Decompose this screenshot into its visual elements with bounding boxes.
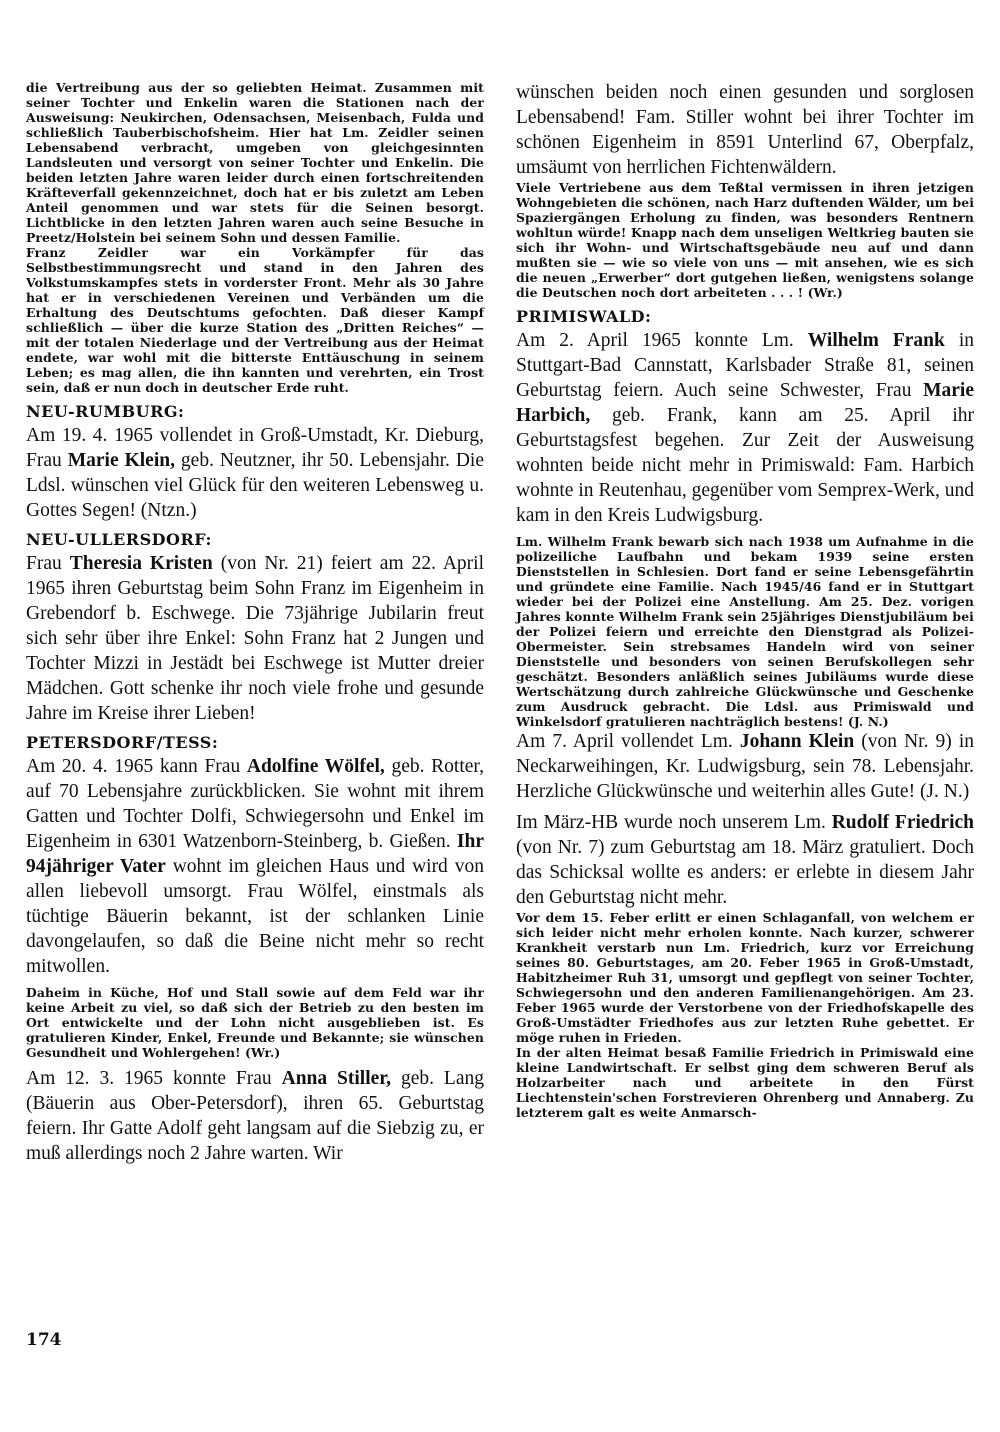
text-run: geb. Rotter, auf 70 Lebensjahre zurückblicken. Sie wohnt mit ihrem Gatten und Tochter Dolfi, Schwiegersohn und Enkel im Eigenheim in 6301 Watzenborn-Steinberg, b. Gießen. xyxy=(26,756,485,852)
text-run: in Stuttgart-Bad Cannstatt, Karlsbader Straße 81, seinen Geburtstag feiern. Auch seine Schwester, Frau xyxy=(516,330,975,401)
left-column xyxy=(26,80,484,1166)
person-name: Rudolf Friedrich xyxy=(831,812,974,833)
page-number: 174 xyxy=(26,1330,62,1350)
heading-neu-ullersdorf: NEU-ULLERSDORF: xyxy=(26,530,212,549)
text-run: Im März-HB wurde noch unserem Lm. xyxy=(516,812,832,833)
woelfel-entry xyxy=(26,754,484,979)
person-name: Johann Klein xyxy=(739,731,855,752)
klein-entry xyxy=(516,729,974,804)
woelfel-small-paragraph: Daheim in Küche, Hof und Stall sowie auf dem Feld war ihr keine Arbeit zu viel, so daß sich der Betrieb zu den besten im Ort entwickelte und der Lohn nicht ausgeblieben ist. Es gratulieren Kinder, Enkel, Freunde und Bekannte; sie wünschen Gesundheit und Wohlergehen! (Wr.) xyxy=(26,985,484,1060)
zeidler-paragraph-1: die Vertreibung aus der so geliebten Heimat. Zusammen mit seiner Tochter und Enkelin waren die Stationen nach der Ausweisung: Neukirchen, Odensachsen, Meisenbach, Fulda und schließlich Tauberbischofsheim. Hier hat Lm. Zeidler seinen Lebensabend verbracht, umgeben von gleichgesinnten Landsleuten und versorgt von seiner Tochter und Enkelin. Die beiden letzten Jahre waren leider durch einen fortschreitenden Kräfteverfall gekennzeichnet, doch hat er bis zuletzt am Leben Anteil genommen und war stets für die Seinen besorgt. Lichtblicke in den letzten Jahren waren auch seine Besuche in Preetz/Holstein bei seinem Sohn und dessen Familie. xyxy=(26,80,484,245)
friedrich-small-paragraph-2: In der alten Heimat besaß Familie Friedrich in Primiswald eine kleine Landwirtschaft. Er selbst ging dem schweren Beruf als Holzarbeiter nach und arbeitete in den Fürst Liechtenstein'schen Forstrevieren Ohrenberg und Annaberg. Zu letzterem galt es weite Anmarsch- xyxy=(516,1045,974,1120)
zeidler-paragraph-2: Franz Zeidler war ein Vorkämpfer für das Selbstbestimmungsrecht und stand in den Jahren des Volkstumskampfes stets in vorderster Front. Mehr als 30 Jahre hat er in verschiedenen Vereinen und Verbänden um die Erhaltung des Deutschtums gefochten. Daß dieser Kampf schließlich — über die kurze Station des „Dritten Reiches“ — mit der totalen Niederlage und der Vertreibung aus der Heimat endete, war wohl mit die bitterste Enttäuschung in seinem Leben; es mag allen, die ihn kannten und verehrten, ein Trost sein, daß er nun doch in deutscher Erde ruht. xyxy=(26,245,484,395)
friedrich-entry xyxy=(516,810,974,910)
heading-neu-rumburg: NEU-RUMBURG: xyxy=(26,402,185,421)
text-run: Am 19. 4. 1965 vollendet in Groß-Umstadt, Kr. Dieburg, Frau xyxy=(26,425,484,471)
text-run: Am 2. April 1965 konnte Lm. xyxy=(516,330,808,351)
heading-petersdorf-tess: PETERSDORF/TESS: xyxy=(26,733,219,752)
text-run: Am 7. April vollendet Lm. xyxy=(516,731,740,752)
person-name: Marie Klein, xyxy=(67,450,175,471)
text-run: wohnt im gleichen Haus und wird von allen liebevoll umsorgt. Frau Wölfel, einstmals als tüchtige Bäuerin bekannt, ist der schlanken Linie davongelaufen, so daß die Beine nicht mehr so recht mitwollen. xyxy=(26,856,484,977)
neu-ullersdorf-entry xyxy=(26,551,484,726)
text-run: (von Nr. 9) in Neckarweihingen, Kr. Ludwigsburg, sein 78. Lebensjahr. Herzliche Glückwünsche und weiterhin alles Gute! (J. N.) xyxy=(516,731,974,802)
neu-rumburg-entry xyxy=(26,423,484,523)
frank-small-paragraph: Lm. Wilhelm Frank bewarb sich nach 1938 um Aufnahme in die polizeiliche Laufbahn und bekam 1939 seine ersten Dienststellen in Schlesien. Dort fand er seine Lebensgefährtin und gründete eine Familie. Nach 1945/46 fand er in Stuttgart wieder bei der Polizei eine Anstellung. Am 25. Dez. vorigen Jahres konnte Wilhelm Frank sein 25jähriges Dienstjubiläum bei der Polizei feiern und erreichte den Dienstgrad als Polizei-Obermeister. Sein strebsames Handeln wird von seiner Dienststelle und besonders von seinen Berufskollegen sehr geschätzt. Besonders anläßlich seines Jubiläums wurde diese Wertschätzung durch zahlreiche Glückwünsche und Geschenke zum Ausdruck gebracht. Die Ldsl. aus Primiswald und Winkelsdorf gratulieren nachträglich bestens! (J. N.) xyxy=(516,534,974,729)
text-run: Frau xyxy=(26,553,70,574)
text-run: Am 20. 4. 1965 kann Frau xyxy=(26,756,247,777)
text-run: geb. Frank, kann am 25. April ihr Geburtstagsfest begehen. Zur Zeit der Ausweisung wohnten beide nicht mehr in Primiswald: Fam. Harbich wohnte in Reutenhau, gegenüber vom Semprex-Werk, und kam in den Kreis Ludwigsburg. xyxy=(516,405,974,526)
text-run: Am 12. 3. 1965 konnte Frau xyxy=(26,1068,282,1089)
stiller-continuation: wünschen beiden noch einen gesunden und sorglosen Lebensabend! Fam. Stiller wohnt bei ihrer Tochter im schönen Eigenheim in 8591 Unterlind 67, Oberpfalz, umsäumt von herrlichen Fichtenwäldern. xyxy=(516,82,974,178)
text-run: geb. Neutzner, ihr 50. Lebensjahr. Die Ldsl. wünschen viel Glück für den weiteren Lebensweg u. Gottes Segen! (Ntzn.) xyxy=(26,450,484,521)
text-run: geb. Lang (Bäuerin aus Ober-Petersdorf), ihren 65. Geburtstag feiern. Ihr Gatte Adolf geht langsam auf die Siebzig zu, er muß allerdings noch 2 Jahre warten. Wir xyxy=(26,1068,484,1164)
heading-primiswald: PRIMISWALD: xyxy=(516,307,652,326)
person-name: Theresia Kristen xyxy=(69,553,213,574)
stiller-small-paragraph: Viele Vertriebene aus dem Teßtal vermissen in ihren jetzigen Wohngebieten die schönen, nach Harz duftenden Wälder, um bei Spaziergängen Erholung zu finden, was besonders Rentnern wohltun würde! Knapp nach dem unseligen Weltkrieg bauten sie sich ihr Wohn- und Wirtschaftsgebäude neu auf und dann mußten sie — wie so viele von uns — mit ansehen, wie es sich die neuen „Erwerber“ dort gutgehen ließen, wenigstens solange die Deutschen noch dort arbeiteten . . . ! (Wr.) xyxy=(516,180,974,300)
person-name: Marie Harbich, xyxy=(516,380,974,426)
text-run: (von Nr. 21) feiert am 22. April 1965 ihren Geburtstag beim Sohn Franz im Eigenheim in Grebendorf b. Eschwege. Die 73jährige Jubilarin freut sich sehr über ihre Enkel: Sohn Franz hat 2 Jungen und Tochter Mizzi in Jestädt bei Eschwege ist Mutter dreier Mädchen. Gott schenke ihr noch viele frohe und gesunde Jahre im Kreise ihrer Lieben! xyxy=(26,553,485,724)
person-name: Wilhelm Frank xyxy=(807,330,945,351)
bold-phrase: Ihr 94jähriger Vater xyxy=(26,831,484,877)
person-name: Adolfine Wölfel, xyxy=(246,756,385,777)
frank-entry xyxy=(516,328,974,528)
text-run: (von Nr. 7) zum Geburtstag am 18. März gratuliert. Doch das Schicksal wollte es anders: er erlebte in diesem Jahr den Geburtstag nicht mehr. xyxy=(516,837,974,908)
right-column xyxy=(516,80,974,1120)
person-name: Anna Stiller, xyxy=(281,1068,392,1089)
stiller-entry xyxy=(26,1066,484,1166)
friedrich-small-paragraph-1: Vor dem 15. Feber erlitt er einen Schlaganfall, von welchem er sich leider nicht mehr erholen konnte. Nach kurzer, schwerer Krankheit verstarb nun Lm. Friedrich, kurz vor Erreichung seines 80. Geburtstages, am 20. Feber 1965 in Groß-Umstadt, Habitzheimer Ruh 31, umsorgt und gepflegt von seiner Tochter, Schwiegersohn und den anderen Familienangehörigen. Am 23. Feber 1965 wurde der Verstorbene von der Friedhofskapelle des Groß-Umstädter Friedhofes aus zur letzten Ruhe gebettet. Er möge ruhen in Frieden. xyxy=(516,910,974,1045)
